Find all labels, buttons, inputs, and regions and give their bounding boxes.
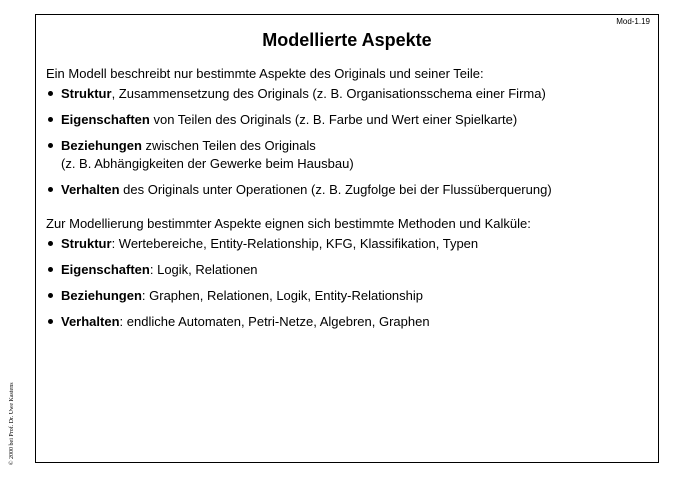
item-term: Beziehungen (61, 138, 142, 153)
slide-frame (35, 14, 659, 463)
item-term: Eigenschaften (61, 112, 150, 127)
item-text: des Originals unter Operationen (z. B. Zugfolge bei der Flussüberquerung) (119, 182, 552, 197)
item-text: von Teilen des Originals (z. B. Farbe und Wert einer Spielkarte) (149, 112, 518, 127)
item-term: Beziehungen (61, 288, 142, 303)
list-item (46, 85, 646, 103)
item-text: zwischen Teilen des Originals (141, 138, 316, 153)
list-item (46, 111, 646, 129)
section1-intro: Ein Modell beschreibt nur bestimmte Aspekte des Originals und seiner Teile: (46, 66, 484, 81)
list-item (46, 287, 646, 305)
item-term: Struktur (61, 236, 112, 251)
item-term: Eigenschaften (61, 262, 150, 277)
list-item (46, 235, 646, 253)
item-text: : endliche Automaten, Petri-Netze, Algebren, Graphen (119, 314, 430, 329)
slide-id: Mod-1.19 (616, 17, 650, 26)
item-text: , Zusammensetzung des Originals (z. B. Organisationsschema einer Firma) (111, 86, 546, 101)
item-term: Verhalten (61, 314, 120, 329)
bullet-icon (48, 117, 53, 122)
bullet-icon (48, 293, 53, 298)
list-item (46, 137, 646, 173)
bullet-icon (48, 319, 53, 324)
slide-content (46, 65, 646, 339)
list-item (46, 261, 646, 279)
item-term: Struktur (61, 86, 112, 101)
section-gap (46, 207, 646, 215)
list-item (46, 181, 646, 199)
list-item (46, 313, 646, 331)
item-text: : Logik, Relationen (149, 262, 258, 277)
item-term: Verhalten (61, 182, 120, 197)
bullet-icon (48, 143, 53, 148)
item-text-continued: (z. B. Abhängigkeiten der Gewerke beim Hausbau) (61, 156, 354, 171)
methods-list (46, 235, 646, 331)
section2-intro: Zur Modellierung bestimmter Aspekte eignen sich bestimmte Methoden und Kalküle: (46, 216, 531, 231)
copyright-text: © 2000 bei Prof. Dr. Uwe Kastens (9, 382, 15, 465)
bullet-icon (48, 241, 53, 246)
aspects-list (46, 85, 646, 199)
item-text: : Wertebereiche, Entity-Relationship, KFG, Klassifikation, Typen (111, 236, 479, 251)
bullet-icon (48, 267, 53, 272)
slide-title: Modellierte Aspekte (262, 30, 432, 50)
item-text: : Graphen, Relationen, Logik, Entity-Relationship (141, 288, 424, 303)
bullet-icon (48, 187, 53, 192)
copyright-notice (3, 325, 13, 465)
bullet-icon (48, 91, 53, 96)
